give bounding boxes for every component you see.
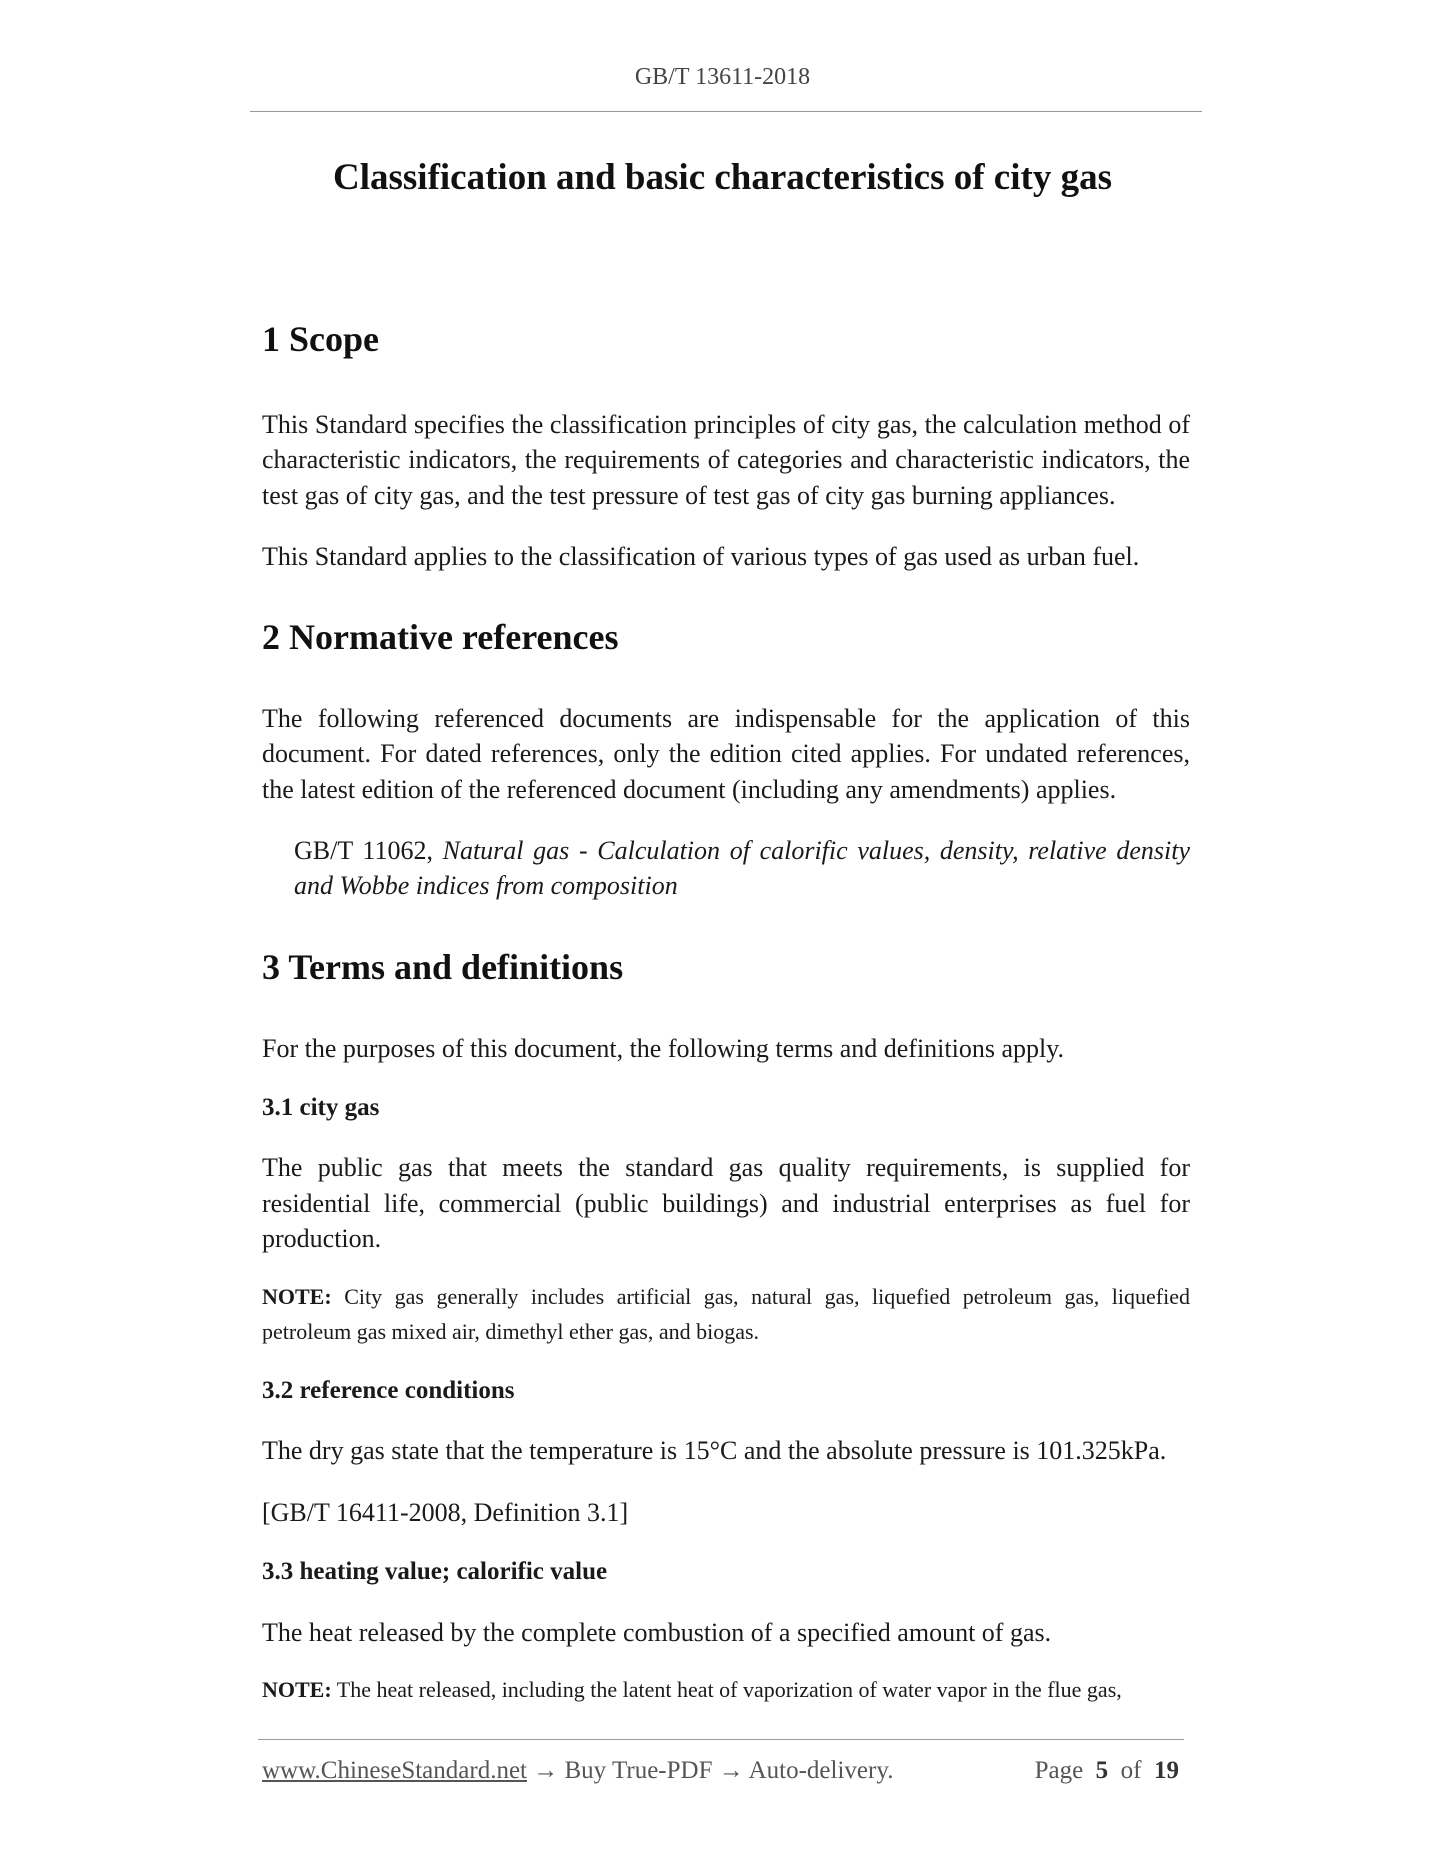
reference-title: Natural gas - Calculation of calorific values, density, relative density and Wobbe indices from composition [294,836,1191,901]
term-3-1-definition: The public gas that meets the standard gas quality requirements, is supplied for residential life, commercial (public buildings) and industrial enterprises as fuel for production. [262,1153,1190,1254]
document-body [262,316,1190,1707]
terms-intro: For the purposes of this document, the following terms and definitions apply. [262,1033,1065,1063]
scope-paragraph-2: This Standard applies to the classification of various types of gas used as urban fuel. [262,541,1140,571]
current-page: 5 [1095,1757,1109,1784]
page-number [1035,1757,1179,1785]
term-3-1-heading: 3.1 city gas [262,1093,380,1121]
arrow-icon: → [712,1757,749,1784]
normative-paragraph: The following referenced documents are indispensable for the application of this document. For dated references, only the edition cited applies. For undated references, the latest edition of the referenced document (including any amendments) applies. [262,704,1190,804]
section-1-heading: 1 Scope [262,319,379,359]
term-3-3-heading: 3.3 heating value; calorific value [262,1558,608,1586]
scope-paragraph-1: This Standard specifies the classification principles of city gas, the calculation method of characteristic indicators, the requirements of categories and characteristic indicators, the test gas of city gas, and the test pressure of test gas of city gas burning appliances. [262,409,1190,510]
term-3-2-heading: 3.2 reference conditions [262,1376,515,1404]
footer-promo [262,1757,893,1785]
of-label: of [1120,1757,1142,1784]
arrow-icon: → [527,1757,565,1784]
term-3-3-definition: The heat released by the complete combustion of a specified amount of gas. [262,1617,1052,1647]
note-label: NOTE: [262,1677,332,1703]
site-link[interactable]: www.ChineseStandard.net [262,1757,527,1784]
footer-divider [258,1739,1184,1740]
delivery-text: Auto-delivery. [748,1757,894,1784]
section-3-heading: 3 Terms and definitions [262,946,624,987]
normative-reference-item [262,833,1190,904]
document-title: Classification and basic characteristics of city gas [333,157,1112,198]
buy-text: Buy True-PDF [564,1757,713,1784]
reference-code: GB/T 11062, [294,836,443,866]
section-2-heading: 2 Normative references [262,617,619,658]
note-text: City gas generally includes artificial gas, natural gas, liquefied petroleum gas, liquefied petroleum gas mixed air, dimethyl ether gas, and biogas. [262,1283,1190,1344]
note-text: The heat released, including the latent heat of vaporization of water vapor in the flue gas, [331,1677,1122,1703]
total-pages: 19 [1154,1757,1179,1784]
running-header: GB/T 13611-2018 [634,64,811,90]
header-divider [250,111,1202,112]
term-3-2-definition: The dry gas state that the temperature is 15°C and the absolute pressure is 101.325kPa. [262,1436,1167,1466]
term-3-3-note [262,1672,1190,1707]
page-label: Page [1034,1757,1084,1784]
note-label: NOTE: [262,1283,332,1309]
term-3-1-note [262,1279,1190,1349]
term-3-2-source: [GB/T 16411-2008, Definition 3.1] [262,1497,629,1527]
